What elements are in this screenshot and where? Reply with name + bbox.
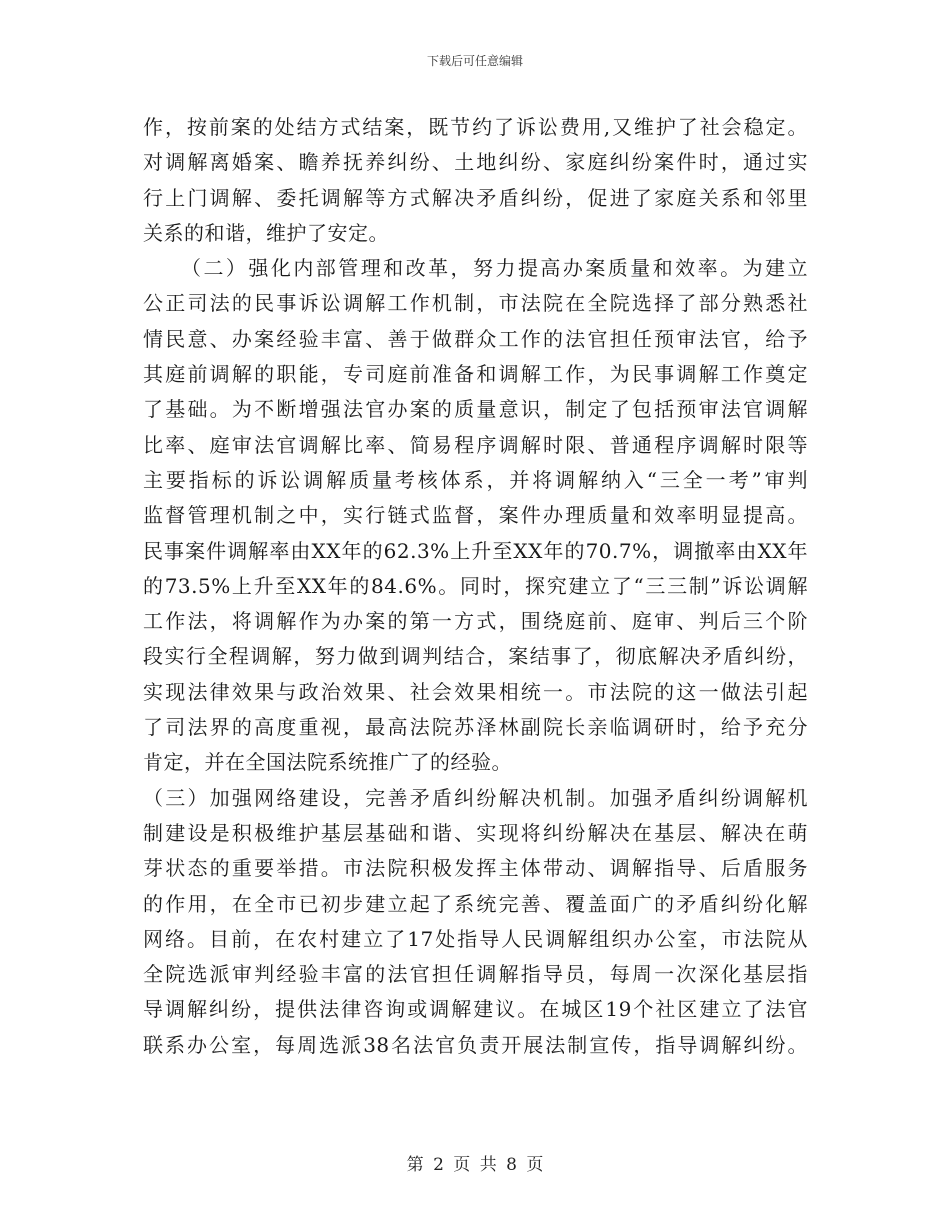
text-line: 肯定，并在全国法院系统推广了的经验。 xyxy=(143,750,512,775)
text-line: 作，按前案的处结方式结案，既节约了诉讼费用,又维护了社会稳定。 xyxy=(143,115,808,139)
text-line: 的73.5%上升至XX年的84.6%。同时，探究建立了“三三制”诉讼调解 xyxy=(143,573,808,598)
text-line: 民事案件调解率由XX年的62.3%上升至XX年的70.7%，调撤率由XX年 xyxy=(143,538,808,563)
text-line: 芽状态的重要举措。市法院积极发挥主体带动、调解指导、后盾服务 xyxy=(143,856,808,881)
text-line: 主要指标的诉讼调解质量考核体系，并将调解纳入“三全一考”审判 xyxy=(143,467,808,492)
text-line: 比率、庭审法官调解比率、简易程序调解时限、普通程序调解时限等 xyxy=(143,432,808,457)
text-line: 其庭前调解的职能，专司庭前准备和调解工作，为民事调解工作奠定 xyxy=(143,362,808,387)
document-body xyxy=(143,110,808,1063)
text-line: 联系办公室，每周选派38名法官负责开展法制宣传，指导调解纠纷。 xyxy=(143,1032,808,1057)
text-line: 网络。目前，在农村建立了17处指导人民调解组织办公室，市法院从 xyxy=(143,926,808,951)
text-line: 制建设是积极维护基层基础和谐、实现将纠纷解决在基层、解决在萌 xyxy=(143,820,808,845)
page-number: 第 2 页 共 8 页 xyxy=(406,1155,544,1175)
text-line: 实现法律效果与政治效果、社会效果相统一。市法院的这一做法引起 xyxy=(143,679,808,704)
text-line: 监督管理机制之中，实行链式监督，案件办理质量和效率明显提高。 xyxy=(143,503,808,528)
text-line: 全院选派审判经验丰富的法官担任调解指导员，每周一次深化基层指 xyxy=(143,962,808,987)
text-line: 行上门调解、委托调解等方式解决矛盾纠纷，促进了家庭关系和邻里 xyxy=(143,185,808,210)
section-heading-line: （二）强化内部管理和改革，努力提高办案质量和效率。为建立 xyxy=(181,256,808,281)
text-line: 关系的和谐，维护了安定。 xyxy=(143,220,389,245)
text-line: 的作用，在全市已初步建立起了系统完善、覆盖面广的矛盾纠纷化解 xyxy=(143,891,808,916)
text-line: 导调解纠纷，提供法律咨询或调解建议。在城区19个社区建立了法官 xyxy=(143,997,808,1022)
header-note: 下载后可任意编辑 xyxy=(426,54,523,68)
text-line: 对调解离婚案、瞻养抚养纠纷、土地纠纷、家庭纠纷案件时，通过实 xyxy=(143,150,808,175)
text-line: 公正司法的民事诉讼调解工作机制，市法院在全院选择了部分熟悉社 xyxy=(143,291,808,316)
text-line: 了基础。为不断增强法官办案的质量意识，制定了包括预审法官调解 xyxy=(143,397,808,422)
section-heading-line: （三）加强网络建设，完善矛盾纠纷解决机制。加强矛盾纠纷调解机 xyxy=(143,785,808,810)
text-line: 工作法，将调解作为办案的第一方式，围绕庭前、庭审、判后三个阶 xyxy=(143,609,808,634)
text-line: 情民意、办案经验丰富、善于做群众工作的法官担任预审法官，给予 xyxy=(143,326,808,351)
text-line: 了司法界的高度重视，最高法院苏泽林副院长亲临调研时，给予充分 xyxy=(143,715,808,740)
text-line: 段实行全程调解，努力做到调判结合，案结事了，彻底解决矛盾纠纷， xyxy=(143,644,808,669)
